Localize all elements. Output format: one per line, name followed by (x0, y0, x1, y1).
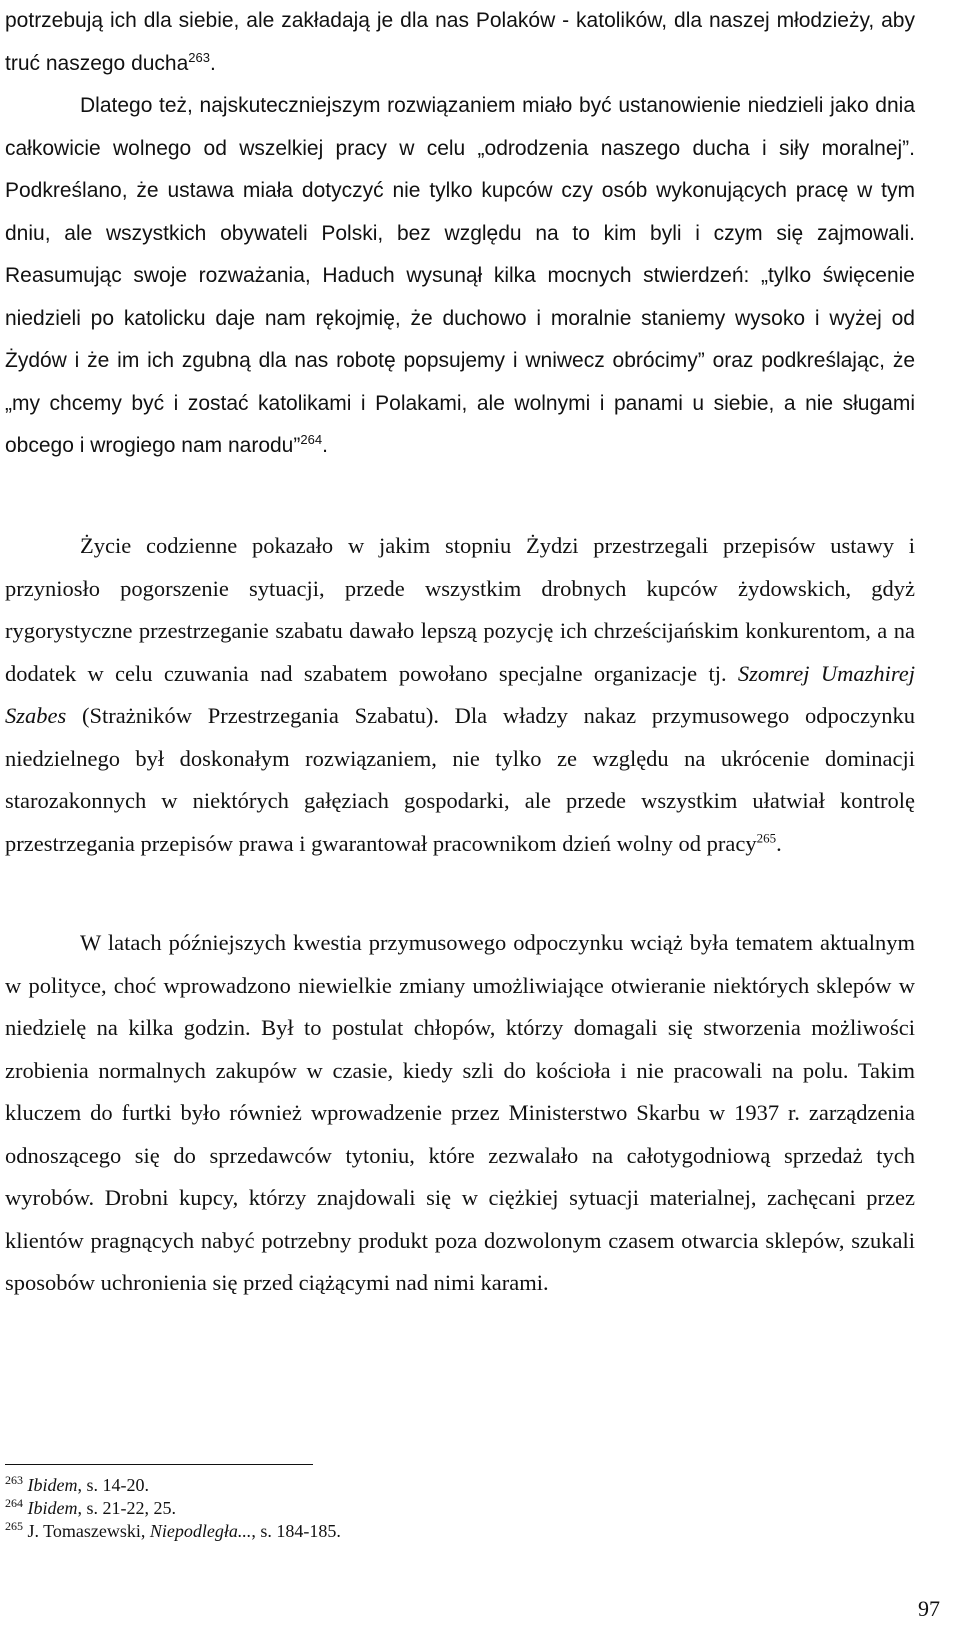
italic-organization-name: Szomrej Umazhirej Szabes (5, 660, 915, 728)
footnote-ref-263[interactable]: 263 (188, 49, 210, 65)
page-number: 97 (918, 1596, 940, 1621)
paragraph-4-text: W latach późniejszych kwestia przymusowego odpoczynku wciąż była tematem aktualnym w polityce, choć wprowadzono niewielkie zmiany umożliwiające otwieranie niektórych sklepów w niedzielę na kilka godzin. Był to postulat chłopów, którzy domagali się stworzenia możliwości zrobienia normalnych zakupów w czasie, kiedy szli do kościoła i nie pracowali na polu. Takim kluczem do furtki było również wprowadzenie przez Ministerstwo Skarbu w 1937 r. zarządzenia odnoszącego się do sprzedawców tytoniu, które zezwalało na całotygodniową sprzedaż tych wyrobów. Drobni kupcy, którzy znajdowali się w ciężkiej sytuacji materialnej, zachęcani przez klientów pragnących nabyć potrzebny produkt poza dozwolonym czasem otwarcia sklepów, szukali sposobów uchronienia się przed ciążącymi nad nimi karami. (5, 930, 915, 1295)
paragraph-4 (5, 922, 915, 1305)
paragraph-1-text: potrzebują ich dla siebie, ale zakładają je dla nas Polaków - katolików, dla naszej młodzieży, aby truć naszego ducha (5, 9, 915, 75)
paragraph-1: potrzebują ich dla siebie, ale zakładają je dla nas Polaków - katolików, dla naszej młodzieży, aby truć naszego ducha$^{263}$. (5, 9, 915, 75)
footnote-264: $^{264}$ Ibidem, s. 21-22, 25. (5, 1496, 176, 1518)
paragraph-2: Dlatego też, najskuteczniejszym rozwiązaniem miało być ustanowienie niedzieli jako dnia całkowicie wolnego od wszelkiej pracy w celu „odrodzenia naszego ducha i siły moralnej”. Podkreślano, że ustawa miała dotyczyć nie tylko kupców czy osób wykonujących pracę w tym dniu, ale wszystkich obywateli Polski, bez względu na to kim byli i czym się zajmowali. Reasumując swoje rozważania, Haduch wysunął kilka mocnych stwierdzeń: „tylko święcenie niedzieli po katolicku daje nam rękojmię, że duchowo i moralnie staniemy wysoko i wyżej od Żydów i że im ich zgubną dla nas robotę popsujemy i wniwecz obrócimy” oraz podkreślając, że „my chcemy być i zostać katolikami i Polakami, ale wolnymi i panami u siebie, a nie sługami obcego i wrogiego nam narodu”$^{264}$. (5, 94, 915, 457)
paragraph-3: Życie codzienne pokazało w jakim stopniu Żydzi przestrzegali przepisów ustawy i przyniosło pogorszenie sytuacji, przede wszystkim drobnych kupców żydowskich, gdyż rygorystyczne przestrzeganie szabatu dawało lepszą pozycję ich chrześcijańskim konkurentom, a na dodatek w celu czuwania nad szabatem powołano specjalne organizacje tj. Szomrej Umazhirej Szabes (Strażników Przestrzegania Szabatu). Dla władzy nakaz przymusowego odpoczynku niedzielnego był doskonałym rozwiązaniem, nie tylko ze względu na ukrócenie dominacji starozakonnych w niektórych gałęziach gospodarki, ale przede wszystkim ułatwiał kontrolę przestrzegania przepisów prawa i gwarantował pracownikom dzień wolny od pracy$^{265}$. (5, 533, 915, 856)
footnote-ref-265[interactable]: 265 (756, 830, 777, 845)
footnote-ref-264[interactable]: 264 (300, 432, 323, 447)
footnote-265: $^{265}$ J. Tomaszewski, Niepodległa..., s. 184-185. (5, 1519, 341, 1541)
footnote-separator (5, 1464, 313, 1465)
paragraph-2-text: Dlatego też, najskuteczniejszym rozwiązaniem miało być ustanowienie niedzieli jako dnia całkowicie wolnego od wszelkiej pracy w celu „odrodzenia naszego ducha i siły moralnej”. Podkreślano, że ustawa miała dotyczyć nie tylko kupców czy osób wykonujących pracę w tym dniu, ale wszystkich obywateli Polski, bez względu na to kim byli i czym się zajmowali. Reasumując swoje rozważania, Haduch wysunął kilka mocnych stwierdzeń: „tylko święcenie niedzieli po katolicku daje nam rękojmię, że duchowo i moralnie staniemy wysoko i wyżej od Żydów i że im ich zgubną dla nas robotę popsujemy i wniwecz obrócimy” oraz podkreślając, że „my chcemy być i zostać katolikami i Polakami, ale wolnymi i panami u siebie, a nie sługami obcego i wrogiego nam narodu” (5, 94, 915, 457)
paragraph-3-text: Życie codzienne pokazało w jakim stopniu Żydzi przestrzegali przepisów ustawy i przyniosło pogorszenie sytuacji, przede wszystkim drobnych kupców żydowskich, gdyż rygorystyczne przestrzeganie szabatu dawało lepszą pozycję ich chrześcijańskim konkurentom, a na dodatek w celu czuwania nad szabatem powołano specjalne organizacje tj. (5, 533, 915, 686)
footnote-263: $^{263}$ Ibidem, s. 14-20. (5, 1473, 149, 1495)
